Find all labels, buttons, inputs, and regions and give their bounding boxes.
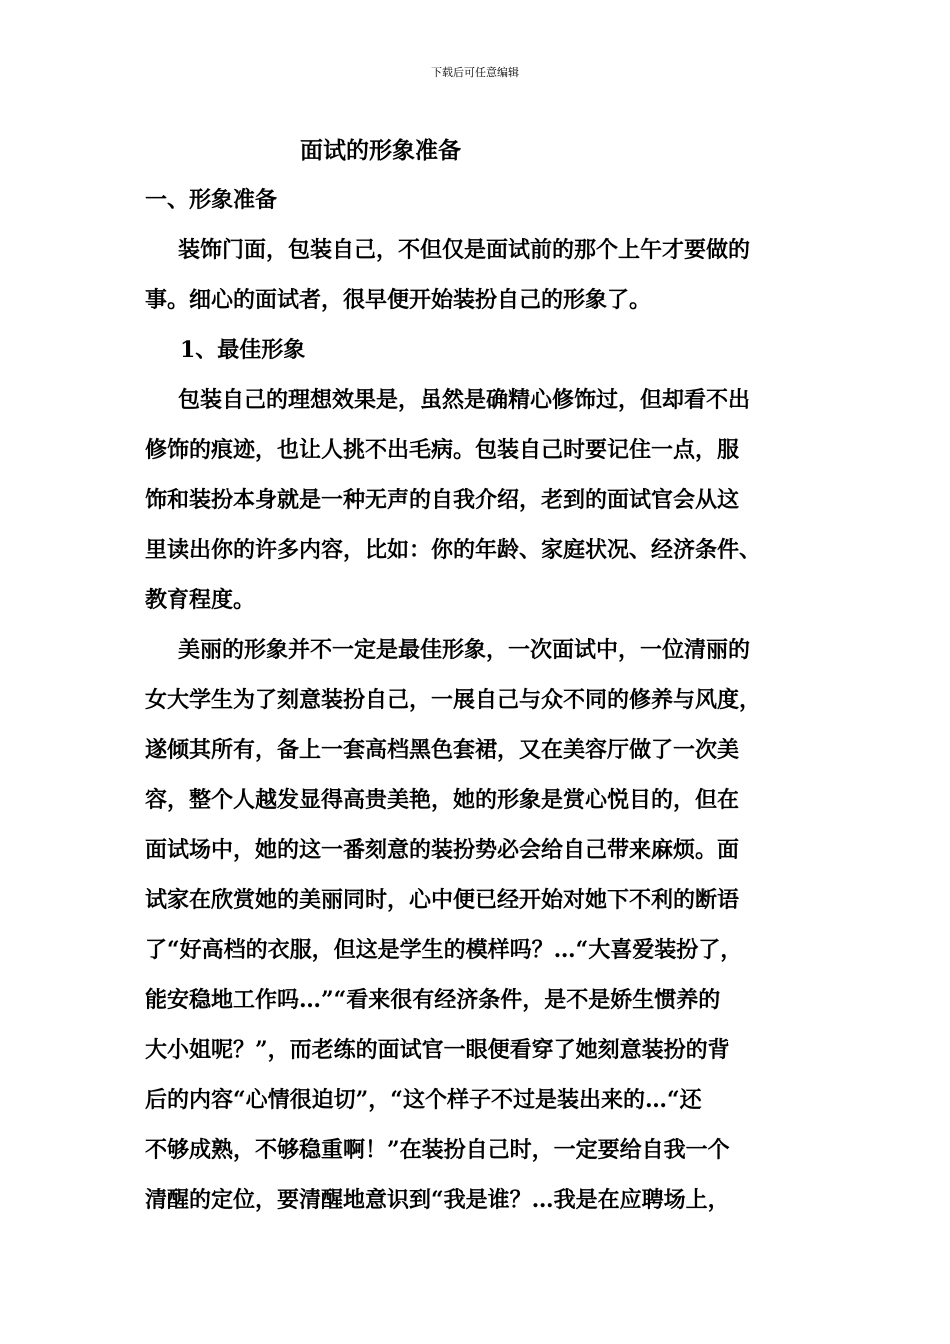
paragraph-line: 饰和装扮本身就是一种无声的自我介绍，老到的面试官会从这 — [145, 487, 740, 513]
paragraph-line: 面试场中，她的这一番刻意的装扮势必会给自己带来麻烦。面 — [145, 837, 740, 863]
paragraph-line: 大小姐呢？”，而老练的面试官一眼便看穿了她刻意装扮的背 — [145, 1037, 730, 1063]
paragraph-line: 了“好高档的衣服，但这是学生的模样吗？…“大喜爱装扮了， — [145, 937, 743, 963]
paragraph-line: 能安稳地工作吗…”“看来很有经济条件，是不是娇生惯养的 — [145, 987, 721, 1013]
paragraph-line: 女大学生为了刻意装扮自己，一展自己与众不同的修养与风度， — [145, 687, 762, 713]
paragraph-line: 里读出你的许多内容，比如：你的年龄、家庭状况、经济条件、 — [145, 537, 762, 563]
paragraph-line: 修饰的痕迹，也让人挑不出毛病。包装自己时要记住一点，服 — [145, 437, 740, 463]
paragraph-line: 装饰门面，包装自己，不但仅是面试前的那个上午才要做的 — [178, 237, 751, 263]
paragraph-line: 美丽的形象并不一定是最佳形象，一次面试中，一位清丽的 — [178, 637, 751, 663]
paragraph-line: 后的内容“心情很迫切”，“这个样子不过是装出来的…“还 — [145, 1087, 702, 1113]
paragraph-line: 教育程度。 — [145, 587, 256, 613]
section-heading: 一、形象准备 — [145, 187, 278, 213]
paragraph-line: 试家在欣赏她的美丽同时，心中便已经开始对她下不利的断语 — [145, 887, 740, 913]
paragraph-line: 不够成熟，不够稳重啊！”在装扮自己时，一定要给自我一个 — [145, 1137, 730, 1163]
subsection-heading: 1、最佳形象 — [180, 337, 306, 363]
paragraph-line: 事。细心的面试者，很早便开始装扮自己的形象了。 — [145, 287, 652, 313]
paragraph-line: 遂倾其所有，备上一套高档黑色套裙，又在美容厅做了一次美 — [145, 737, 740, 763]
paragraph-line: 包装自己的理想效果是，虽然是确精心修饰过，但却看不出 — [178, 387, 751, 413]
header-note: 下载后可任意编辑 — [431, 66, 519, 79]
paragraph-line: 容，整个人越发显得高贵美艳，她的形象是赏心悦目的，但在 — [145, 787, 740, 813]
document-title: 面试的形象准备 — [300, 137, 461, 164]
paragraph-line: 清醒的定位，要清醒地意识到“我是谁？…我是在应聘场上， — [145, 1187, 730, 1213]
